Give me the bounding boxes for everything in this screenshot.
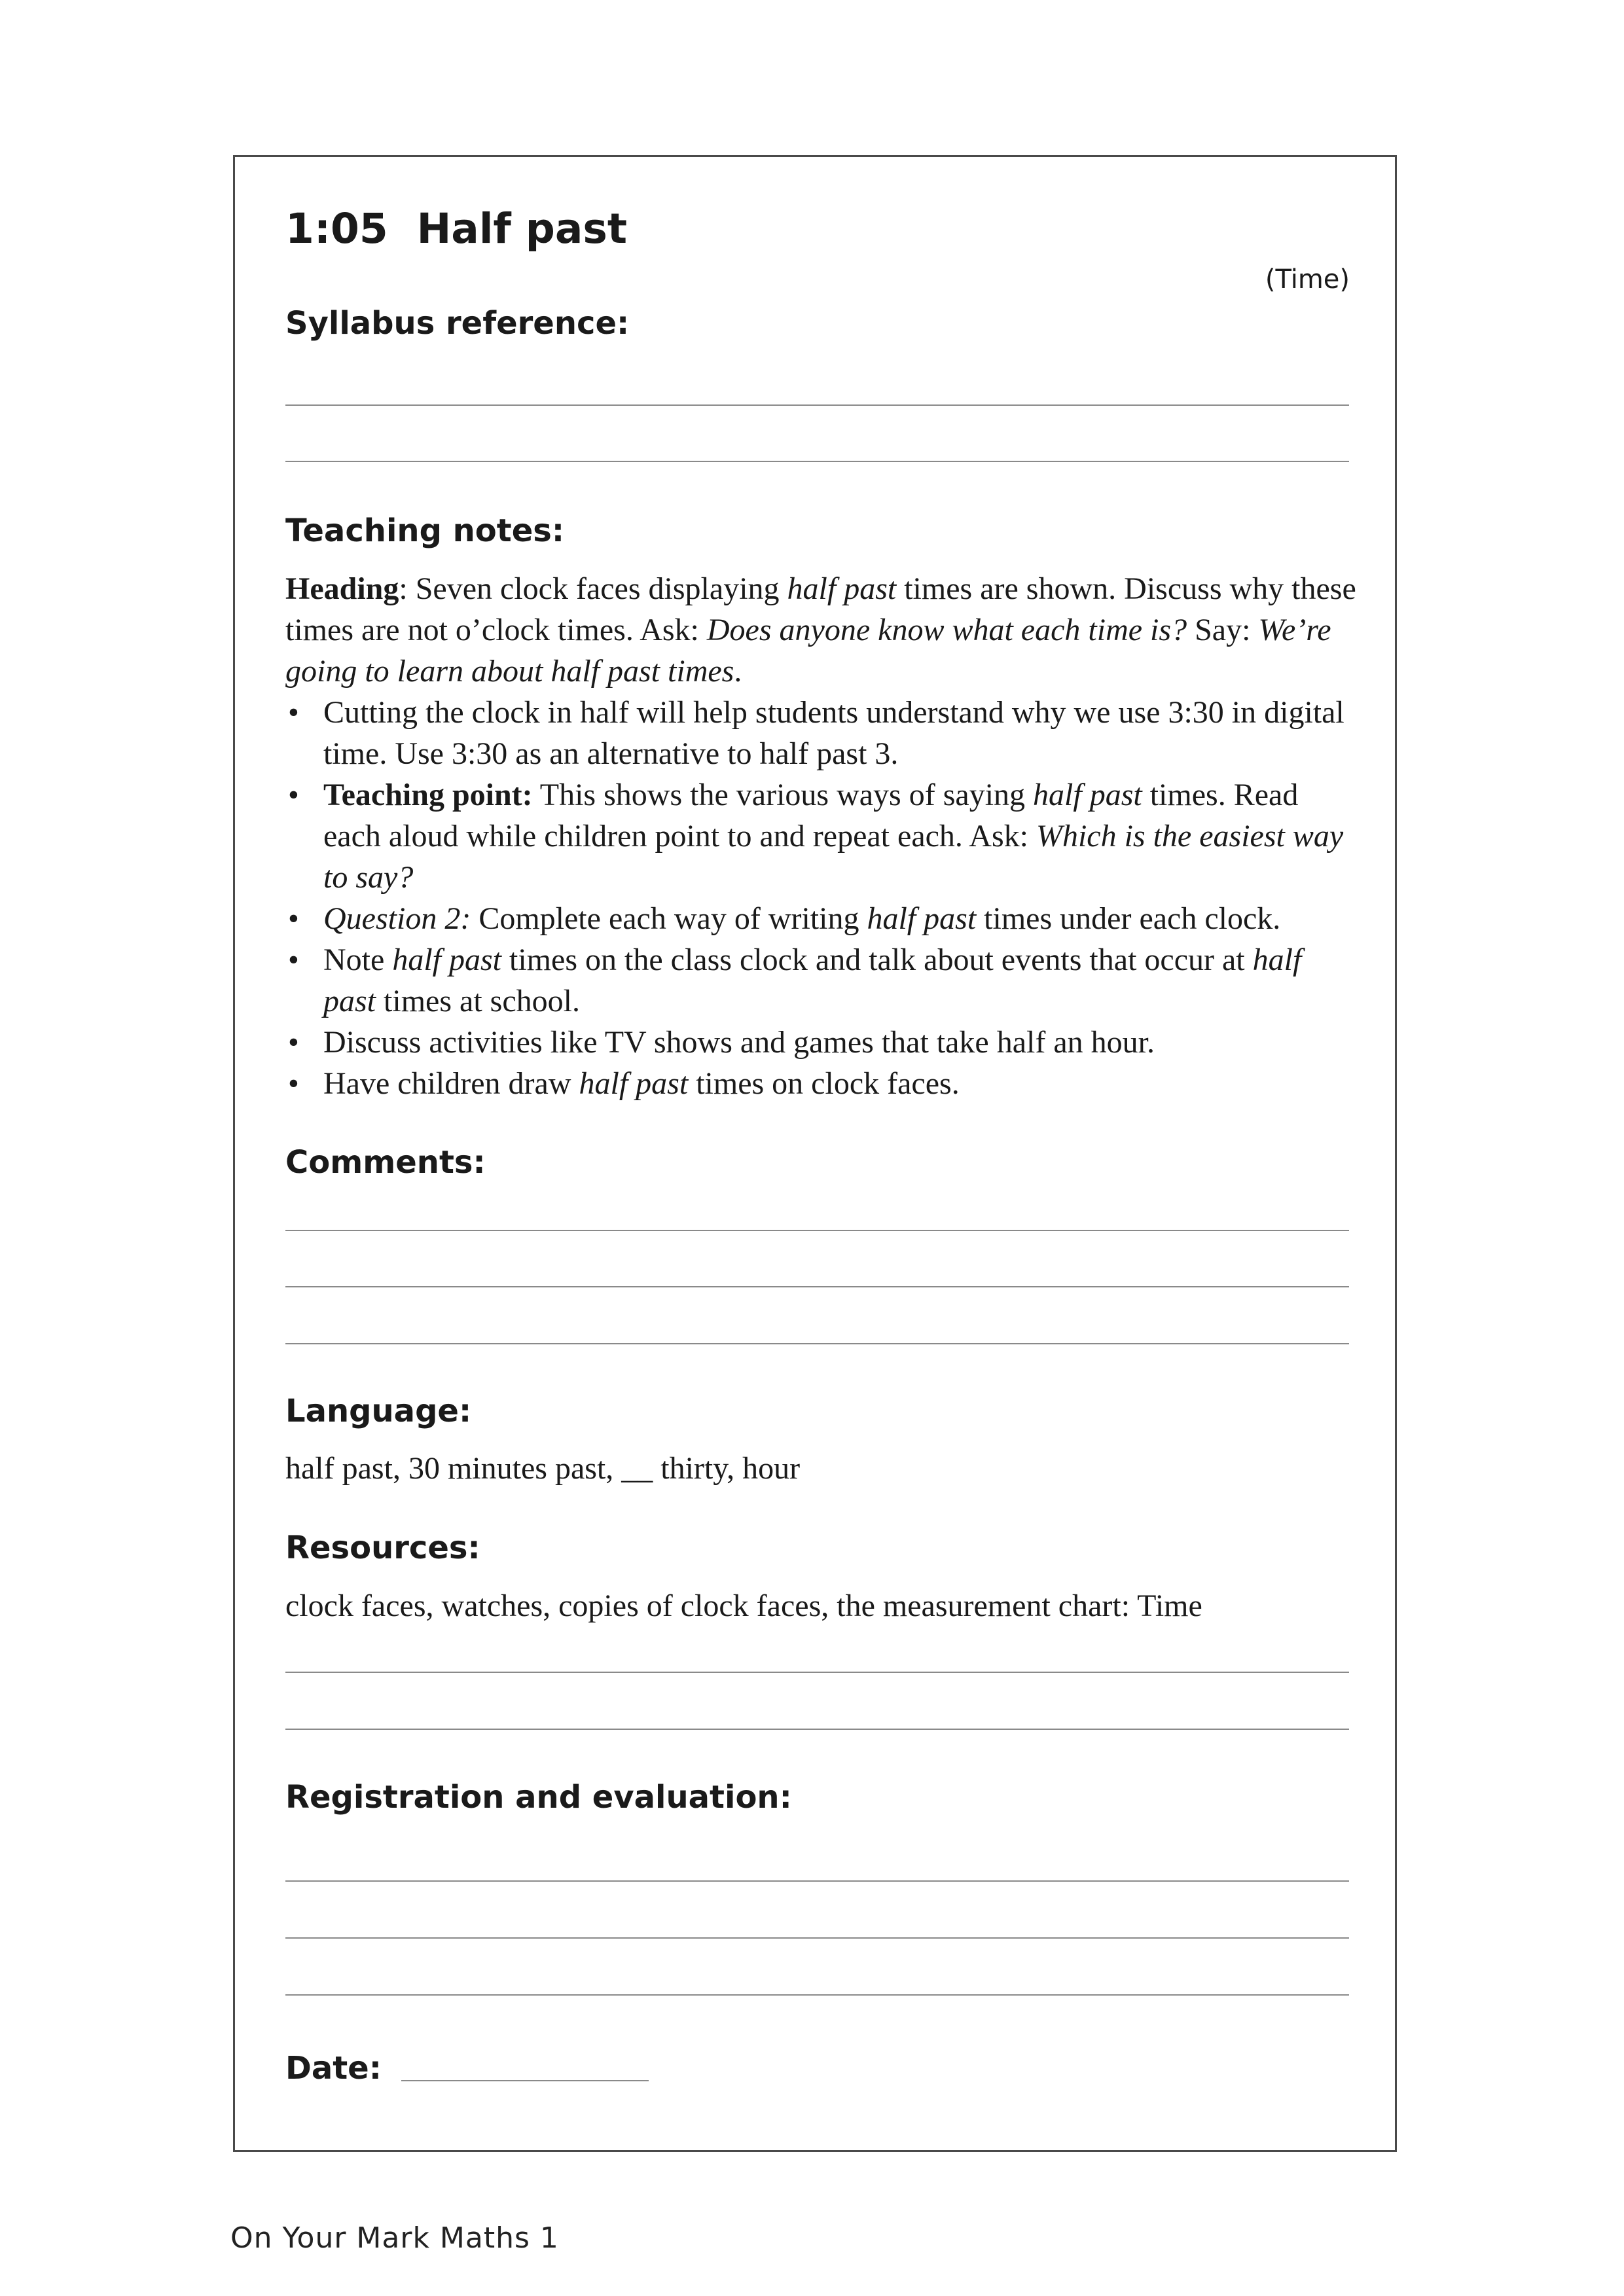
list-item xyxy=(285,774,1359,898)
list-item-text: times. Read each aloud while children point to and repeat each. Ask: xyxy=(323,778,1299,853)
list-item-text: times at school. xyxy=(376,984,580,1018)
list-item-italic: Question 2: xyxy=(323,901,471,936)
list-item-italic: Which is the easiest way to say? xyxy=(323,819,1344,895)
list-item-italic: half past xyxy=(867,901,977,936)
list-item xyxy=(285,692,1359,774)
list-item-text: This shows the various ways of saying xyxy=(532,778,1034,812)
date-label: Date: xyxy=(285,2050,382,2087)
teaching-notes-paragraph xyxy=(285,568,1359,692)
registration-line-2[interactable] xyxy=(285,1937,1349,1939)
bullet-dot: • xyxy=(288,1025,299,1060)
syllabus-line-2[interactable] xyxy=(285,461,1349,462)
language-heading: Language: xyxy=(285,1393,472,1429)
syllabus-heading: Syllabus reference: xyxy=(285,305,630,342)
bullet-dot: • xyxy=(288,778,299,812)
list-item-text: Have children draw xyxy=(323,1066,579,1101)
teaching-notes-heading: Teaching notes: xyxy=(285,512,565,549)
comments-line-1[interactable] xyxy=(285,1230,1349,1231)
language-text: half past, 30 minutes past, __ thirty, hour xyxy=(285,1451,801,1486)
resources-heading: Resources: xyxy=(285,1530,480,1566)
resources-line-1[interactable] xyxy=(285,1672,1349,1673)
list-item-text: times under each clock. xyxy=(976,901,1281,936)
comments-heading: Comments: xyxy=(285,1144,486,1181)
list-item-bold: Teaching point: xyxy=(323,778,533,812)
list-item-italic: half past xyxy=(392,942,501,977)
lesson-name: Half past xyxy=(416,205,627,253)
para-text: . xyxy=(734,654,742,689)
page-title xyxy=(285,205,627,253)
list-item xyxy=(285,1063,1359,1104)
registration-line-1[interactable] xyxy=(285,1880,1349,1882)
syllabus-line-1[interactable] xyxy=(285,404,1349,406)
list-item-text: times on clock faces. xyxy=(688,1066,960,1101)
list-item xyxy=(285,898,1359,939)
para-italic: half past xyxy=(787,571,897,606)
para-italic: We’re going to learn about half past times xyxy=(285,613,1331,689)
resources-line-2[interactable] xyxy=(285,1729,1349,1730)
comments-line-3[interactable] xyxy=(285,1343,1349,1344)
bullet-dot: • xyxy=(288,901,299,936)
list-item-italic: half past xyxy=(579,1066,689,1101)
para-text: Say: xyxy=(1187,613,1259,647)
para-italic: Does anyone know what each time is? xyxy=(706,613,1187,647)
list-item-italic: half past xyxy=(323,942,1302,1018)
resources-text: clock faces, watches, copies of clock faces, the measurement chart: Time xyxy=(285,1588,1202,1623)
list-item-italic: half past xyxy=(1033,778,1142,812)
list-item xyxy=(285,939,1359,1022)
list-item-text: Complete each way of writing xyxy=(471,901,867,936)
comments-line-2[interactable] xyxy=(285,1286,1349,1287)
list-item-text: Cutting the clock in half will help students understand why we use 3:30 in digital time. Use 3:30 as an alternative to half past 3. xyxy=(323,695,1344,771)
list-item-text: Discuss activities like TV shows and games that take half an hour. xyxy=(323,1025,1155,1060)
para-text: : Seven clock faces displaying xyxy=(399,571,787,606)
topic-label: (Time) xyxy=(1265,264,1350,295)
date-field-line[interactable] xyxy=(401,2080,649,2081)
teaching-notes-list xyxy=(285,692,1359,1104)
bullet-dot: • xyxy=(288,1066,299,1101)
list-item-text: Note xyxy=(323,942,393,977)
para-text: times are shown. Discuss why these times are not o’clock times. Ask: xyxy=(285,571,1356,647)
list-item-text: times on the class clock and talk about events that occur at xyxy=(501,942,1253,977)
heading-label: Heading xyxy=(285,571,399,606)
bullet-dot: • xyxy=(288,695,299,730)
footer-text: On Your Mark Maths 1 xyxy=(230,2221,559,2255)
lesson-number: 1:05 xyxy=(285,205,388,253)
bullet-dot: • xyxy=(288,942,299,977)
list-item xyxy=(285,1022,1359,1063)
registration-heading: Registration and evaluation: xyxy=(285,1779,792,1816)
registration-line-3[interactable] xyxy=(285,1994,1349,1996)
